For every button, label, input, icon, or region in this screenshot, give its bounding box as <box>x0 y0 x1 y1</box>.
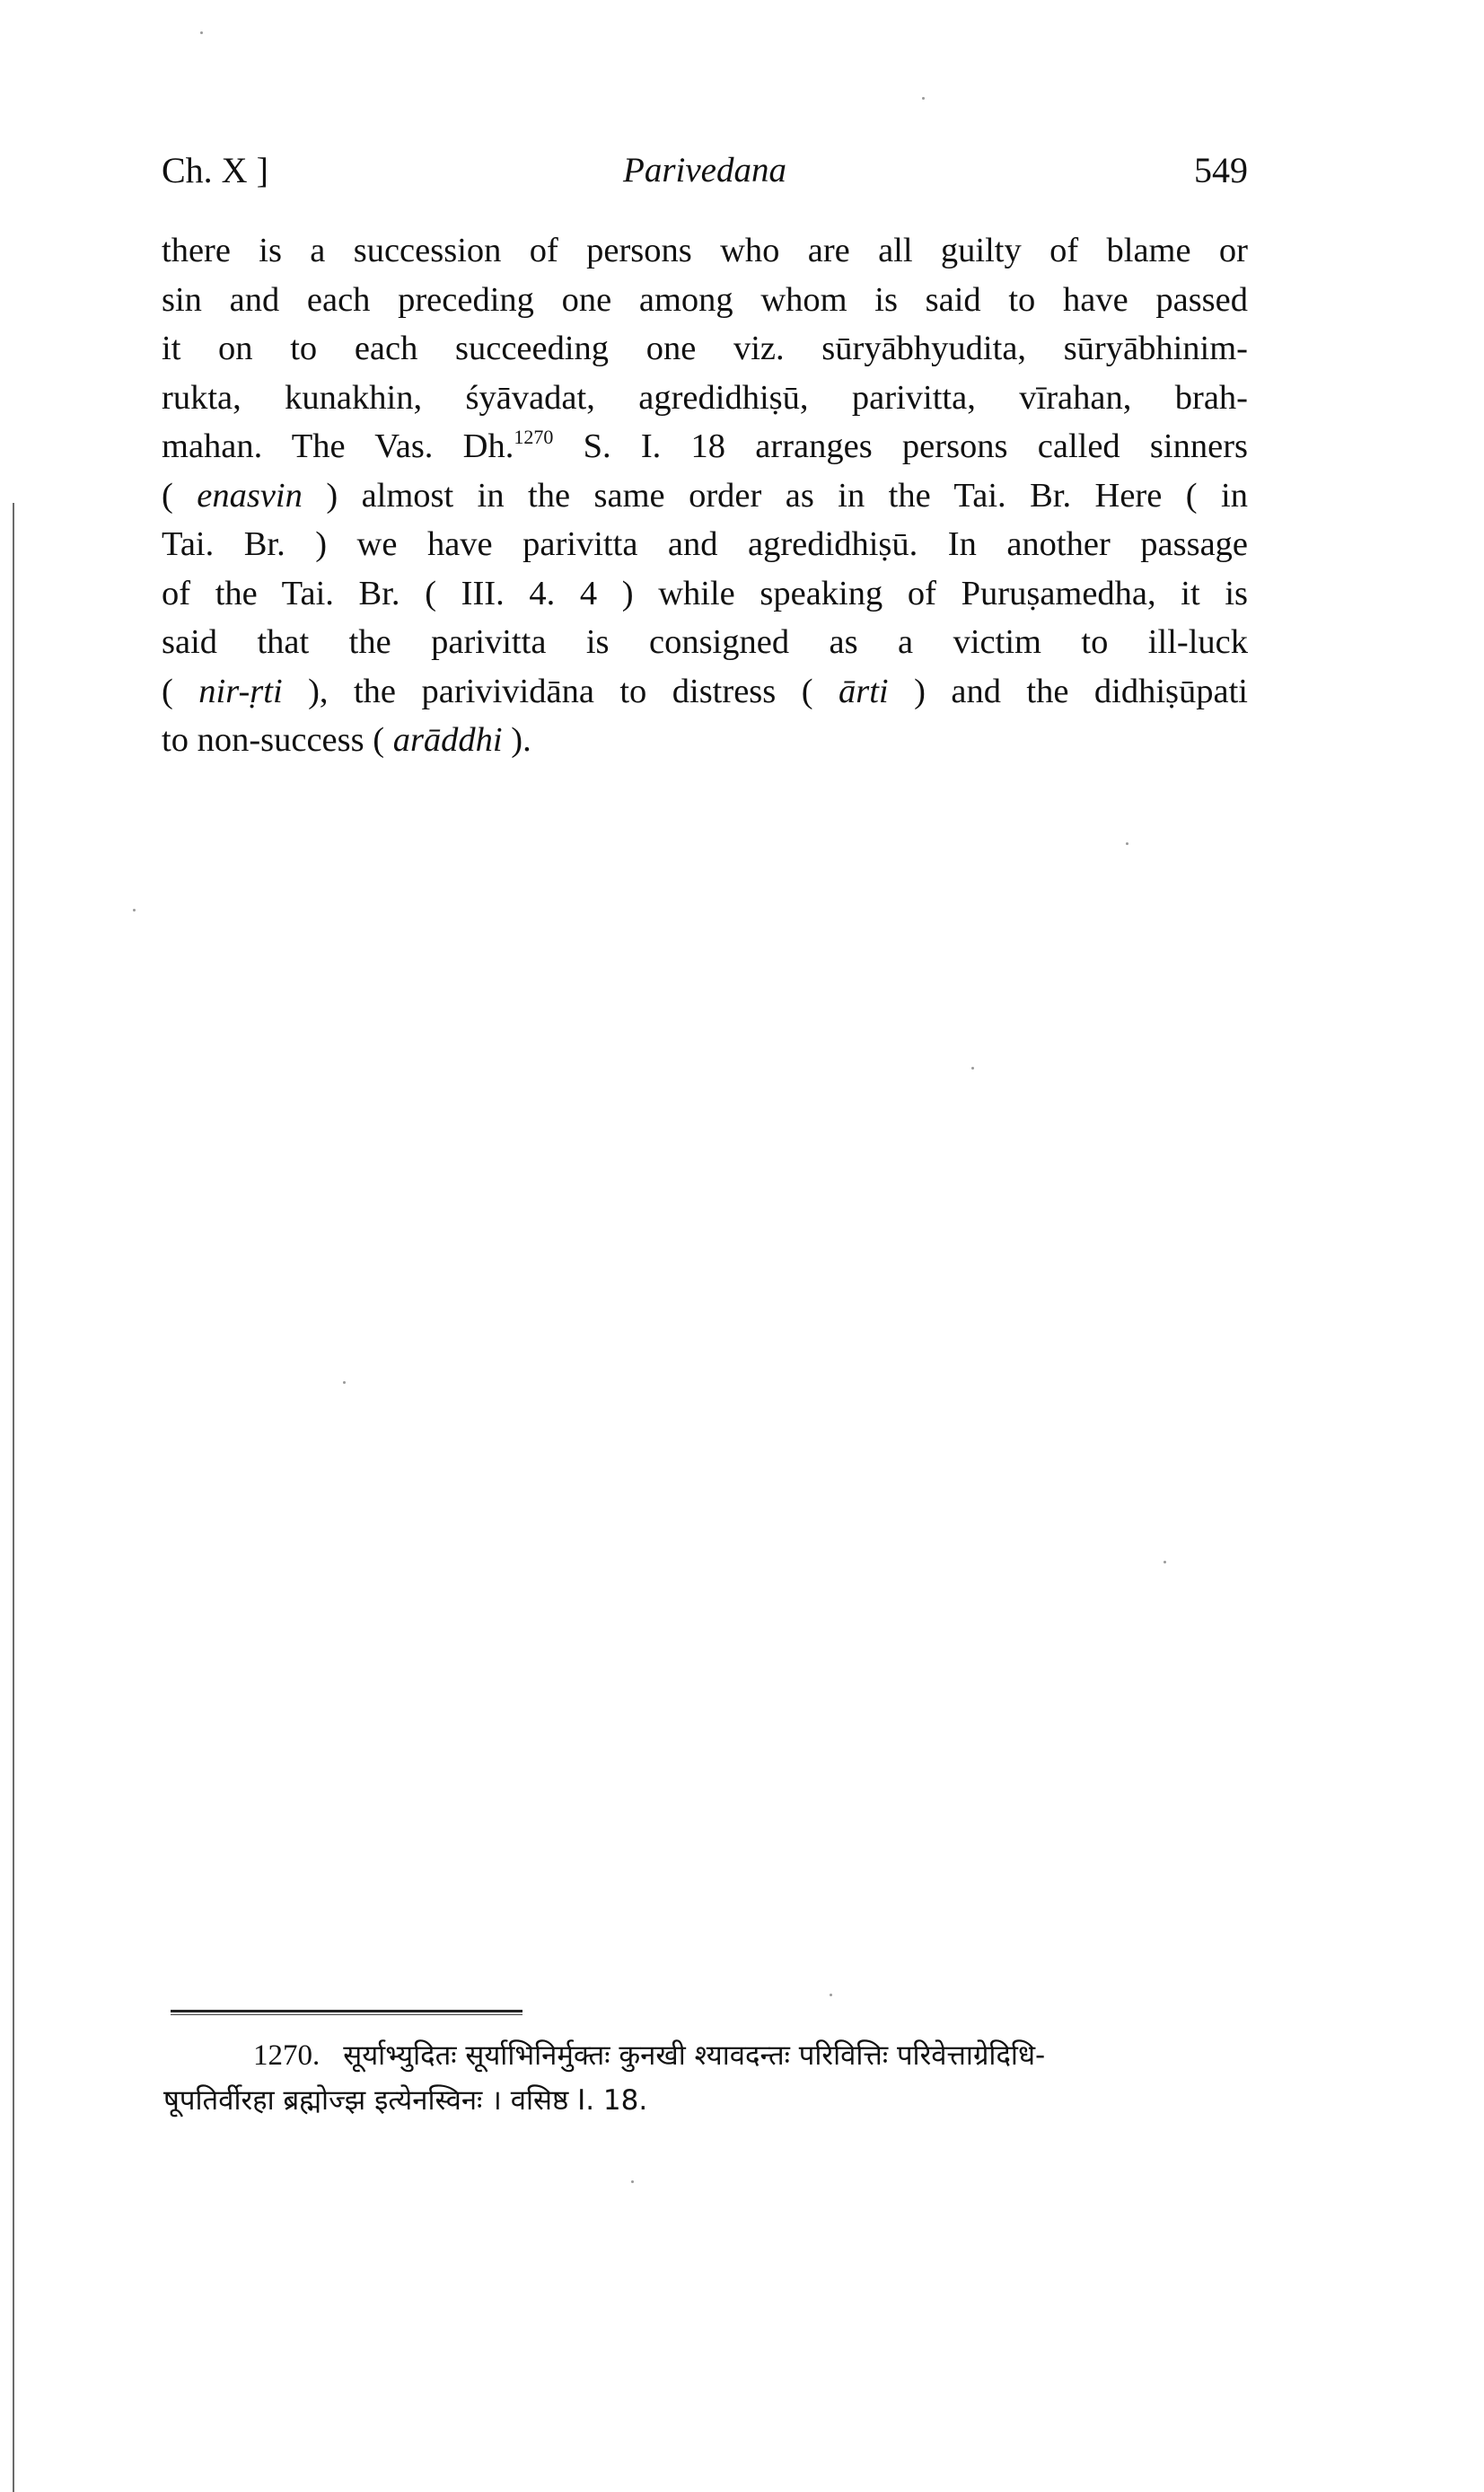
footnote-line-2: षूपतिर्वीरहा ब्रह्मोज्झ इत्येनस्विनः । वसिष्ठ I. 18. <box>163 2084 648 2117</box>
body-text-segment: ( <box>162 672 199 710</box>
body-paragraph <box>162 226 1248 765</box>
body-text-segment: ( <box>162 476 198 515</box>
scan-edge-line <box>13 503 14 2492</box>
body-text-segment: nir-ṛti <box>198 672 283 710</box>
body-text-segment: there is a succession of persons who are all guilty of blame or <box>162 232 1248 269</box>
page-title: Parivedana <box>623 151 786 189</box>
body-line <box>162 716 1248 765</box>
body-text-segment: to non-success ( <box>162 721 393 759</box>
body-line <box>162 569 1248 619</box>
scan-speck <box>1126 842 1128 845</box>
scan-speck <box>343 1381 346 1384</box>
scan-speck <box>830 1994 832 1996</box>
body-line <box>162 618 1248 667</box>
body-line <box>162 374 1248 423</box>
body-text-segment: ), the parivividāna to distress ( <box>282 672 839 710</box>
body-text-segment: Tai. Br. ) we have parivitta and agredidhiṣū. In another passage <box>162 525 1248 563</box>
body-text-segment: it on to each succeeding one viz. sūryābhyudita, sūryābhinim- <box>162 330 1248 367</box>
body-line <box>162 471 1248 521</box>
scan-speck <box>200 31 203 34</box>
scan-speck <box>1163 1561 1166 1563</box>
running-head <box>162 144 1248 198</box>
body-line <box>162 667 1248 717</box>
body-text-segment: ) almost in the same order as in the Tai. Br. Here ( in <box>302 476 1248 515</box>
body-line <box>162 324 1248 374</box>
footnote-rule <box>171 2010 522 2015</box>
body-text-segment: said that the parivitta is consigned as a victim to ill-luck <box>162 623 1248 661</box>
scan-speck <box>971 1067 974 1070</box>
footnote-marker: 1270 <box>514 426 554 448</box>
page-number: 549 <box>1194 150 1248 190</box>
body-line <box>162 226 1248 276</box>
body-text-segment: mahan. The Vas. Dh. <box>162 427 514 465</box>
footnote <box>163 2033 1248 2123</box>
body-text-segment: arāddhi <box>392 721 503 759</box>
body-text-segment: ). <box>502 721 531 759</box>
scan-speck <box>133 909 136 911</box>
body-text-segment: ) and the didhiṣūpati <box>888 672 1248 710</box>
scan-speck <box>631 2180 634 2183</box>
chapter-label: Ch. X ] <box>162 150 268 190</box>
body-text-segment: sin and each preceding one among whom is said to have passed <box>162 280 1248 319</box>
footnote-text-1: सूर्याभ्युदितः सूर्याभिनिर्मुक्तः कुनखी श्यावदन्तः परिवित्तिः परिवेत्ताग्रेदिधि- <box>343 2039 1046 2072</box>
body-line <box>162 422 1248 471</box>
footnote-line-1 <box>163 2033 1248 2078</box>
scan-speck <box>922 97 925 100</box>
body-text-segment: of the Tai. Br. ( III. 4. 4 ) while speaking of Puruṣamedha, it is <box>162 574 1248 612</box>
body-line <box>162 276 1248 325</box>
footnote-number: 1270. <box>253 2039 321 2072</box>
body-text-segment: enasvin <box>197 476 303 515</box>
body-text-segment: rukta, kunakhin, śyāvadat, agredidhiṣū, parivitta, vīrahan, brah- <box>162 378 1248 417</box>
body-text-segment: S. I. 18 arranges persons called sinners <box>553 427 1248 465</box>
body-line <box>162 520 1248 569</box>
body-text-segment: ārti <box>838 672 889 710</box>
